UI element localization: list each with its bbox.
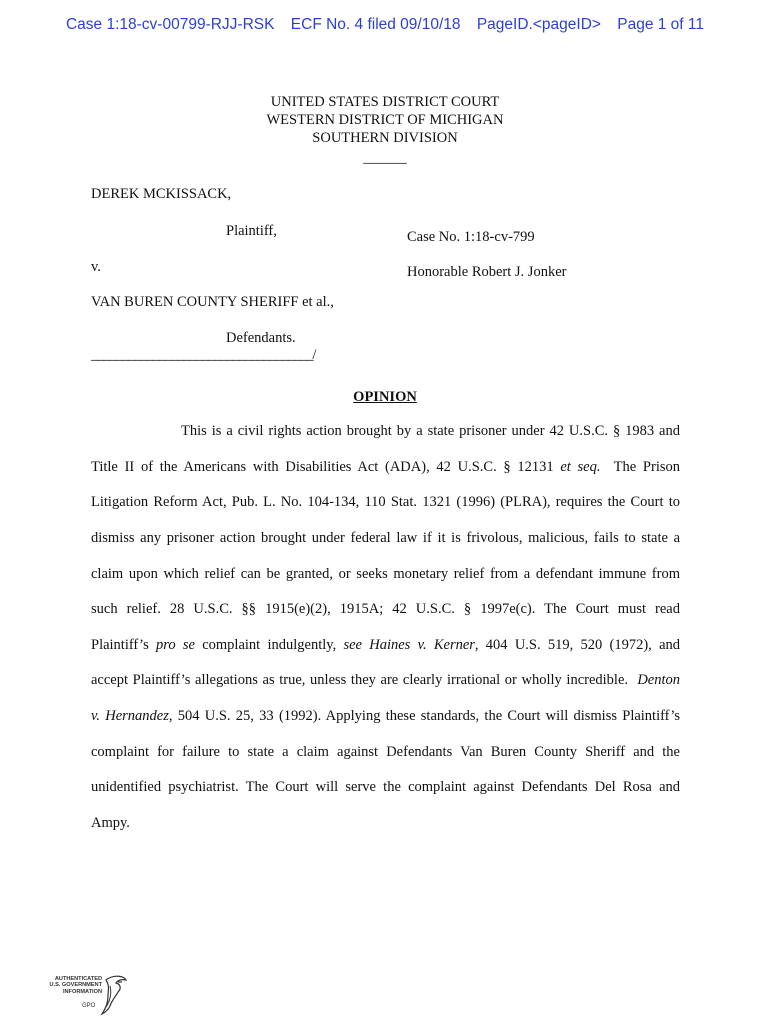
- opinion-line-4: dismiss any prisoner action brought under federal law if it is frivolous, malicious, fails to state a: [91, 530, 680, 546]
- opinion-line-5: claim upon which relief can be granted, or seeks monetary relief from a defendant immune from: [91, 566, 680, 582]
- opinion-line-8: accept Plaintiff’s allegations as true, unless they are clearly irrational or wholly incredible. Denton: [91, 672, 680, 688]
- district-name: WESTERN DISTRICT OF MICHIGAN: [266, 112, 504, 128]
- page-id-header: PageID.<pageID>: [476, 16, 601, 33]
- caption-closing-rule: ____________________________________/: [91, 347, 316, 363]
- opinion-line-7: Plaintiff’s pro se complaint indulgently, see Haines v. Kerner, 404 U.S. 519, 520 (1972), and: [91, 637, 680, 653]
- opinion-title: OPINION: [353, 389, 417, 405]
- plaintiff-name: DEREK MCKISSACK,: [91, 186, 232, 202]
- page-count-header: Page 1 of 11: [617, 16, 705, 33]
- seal-caption: AUTHENTICATED U.S. GOVERNMENT INFORMATION: [49, 976, 102, 995]
- ecf-number-header: ECF No. 4 filed 09/10/18: [290, 16, 461, 33]
- case-number: Case No. 1:18-cv-799: [407, 229, 535, 245]
- court-name: UNITED STATES DISTRICT COURT: [270, 94, 500, 110]
- plaintiff-role: Plaintiff,: [226, 223, 277, 239]
- opinion-line-3: Litigation Reform Act, Pub. L. No. 104-134, 110 Stat. 1321 (1996) (PLRA), requires the Court to: [91, 494, 680, 510]
- defendant-role: Defendants.: [226, 330, 296, 346]
- court-divider: ______: [363, 150, 407, 166]
- opinion-line-2: Title II of the Americans with Disabilities Act (ADA), 42 U.S.C. § 12131 et seq. The Prison: [91, 459, 680, 475]
- opinion-line-6: such relief. 28 U.S.C. §§ 1915(e)(2), 1915A; 42 U.S.C. § 1997e(c). The Court must read: [91, 601, 680, 617]
- judge-name: Honorable Robert J. Jonker: [407, 264, 567, 280]
- defendant-name: VAN BUREN COUNTY SHERIFF et al.,: [91, 294, 334, 310]
- ecf-filing-header: [0, 16, 770, 34]
- opinion-line-12: Ampy.: [91, 815, 130, 831]
- opinion-line-10: complaint for failure to state a claim against Defendants Van Buren County Sheriff and the: [91, 744, 680, 760]
- opinion-line-11: unidentified psychiatrist. The Court will serve the complaint against Defendants Del Rosa and: [91, 779, 680, 795]
- opinion-line-1: This is a civil rights action brought by a state prisoner under 42 U.S.C. § 1983 and: [181, 423, 680, 439]
- opinion-line-9: v. Hernandez, 504 U.S. 25, 33 (1992). Applying these standards, the Court will dismiss Plaintiff’s: [91, 708, 680, 724]
- versus: v.: [91, 259, 101, 275]
- division-name: SOUTHERN DIVISION: [312, 130, 458, 146]
- gpo-label: GPO: [82, 1003, 96, 1009]
- case-number-header: Case 1:18-cv-00799-RJJ-RSK: [65, 16, 275, 33]
